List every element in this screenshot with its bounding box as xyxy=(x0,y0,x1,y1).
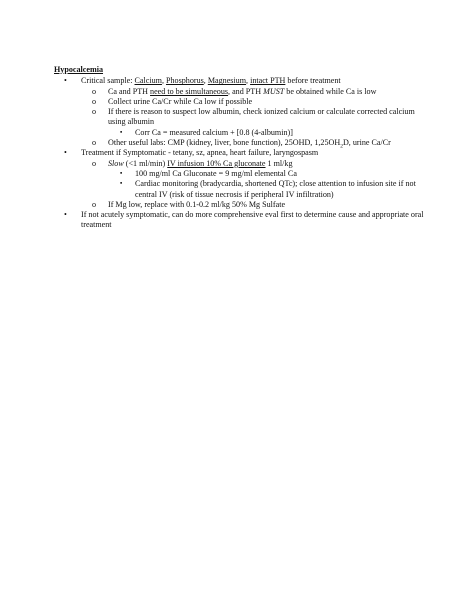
iv-infusion-item: o Slow (<1 ml/min) IV infusion 10% Ca gluconate 1 ml/kg xyxy=(92,158,293,168)
magnesium-item: o If Mg low, replace with 0.1-0.2 ml/kg 50% Mg Sulfate xyxy=(92,199,286,209)
circle-marker: o xyxy=(92,86,97,96)
not-acute-item: • If not acutely symptomatic, can do more comprehensive eval first to determine cause and appropriate oral treatment xyxy=(64,210,424,230)
square-marker: ▪ xyxy=(120,180,123,188)
phosphorus-term: Phosphorus xyxy=(165,76,204,86)
bullet-marker: • xyxy=(64,76,67,86)
square-marker: ▪ xyxy=(120,128,123,136)
urine-item: o Collect urine Ca/Cr while Ca low if possible xyxy=(92,96,253,106)
circle-marker: o xyxy=(92,199,97,209)
circle-marker: o xyxy=(92,107,97,117)
calcium-term: Calcium xyxy=(134,76,162,86)
section-title: Hypocalcemia xyxy=(54,65,104,74)
intact-pth-term: intact PTH xyxy=(250,76,286,86)
square-marker: ▪ xyxy=(120,169,123,177)
circle-marker: o xyxy=(92,138,97,148)
treatment-item: • Treatment if Symptomatic - tetany, sz, apnea, heart failure, laryngospasm xyxy=(64,148,319,158)
circle-marker: o xyxy=(92,96,97,106)
gluconate-item: ▪ 100 mg/ml Ca Gluconate = 9 mg/ml elemental Ca xyxy=(120,168,297,178)
albumin-item: o If there is reason to suspect low albumin, check ionized calcium or calculate corrected calcium using albumin xyxy=(92,107,415,127)
bullet-marker: • xyxy=(64,210,67,220)
simultaneous-item: o Ca and PTH need to be simultaneous, and PTH MUST be obtained while Ca is low xyxy=(92,86,377,96)
circle-marker: o xyxy=(92,158,97,168)
corrected-ca-item: ▪ Corr Ca = measured calcium + [0.8 (4-albumin)] xyxy=(120,127,293,137)
document-content xyxy=(54,65,424,231)
critical-sample-item: • Critical sample: Calcium, Phosphorus, Magnesium, intact PTH before treatment xyxy=(64,76,341,86)
cardiac-monitoring-item: ▪ Cardiac monitoring (bradycardia, shortened QTc); close attention to infusion site if not central IV (risk of tissue necrosis if peripheral IV infiltration) xyxy=(120,179,416,199)
bullet-marker: • xyxy=(64,148,67,158)
other-labs-item: o Other useful labs: CMP (kidney, liver, bone function), 25OHD, $1,25OH_2D$, urine Ca/Cr xyxy=(92,138,391,150)
magnesium-term: Magnesium xyxy=(207,76,247,86)
